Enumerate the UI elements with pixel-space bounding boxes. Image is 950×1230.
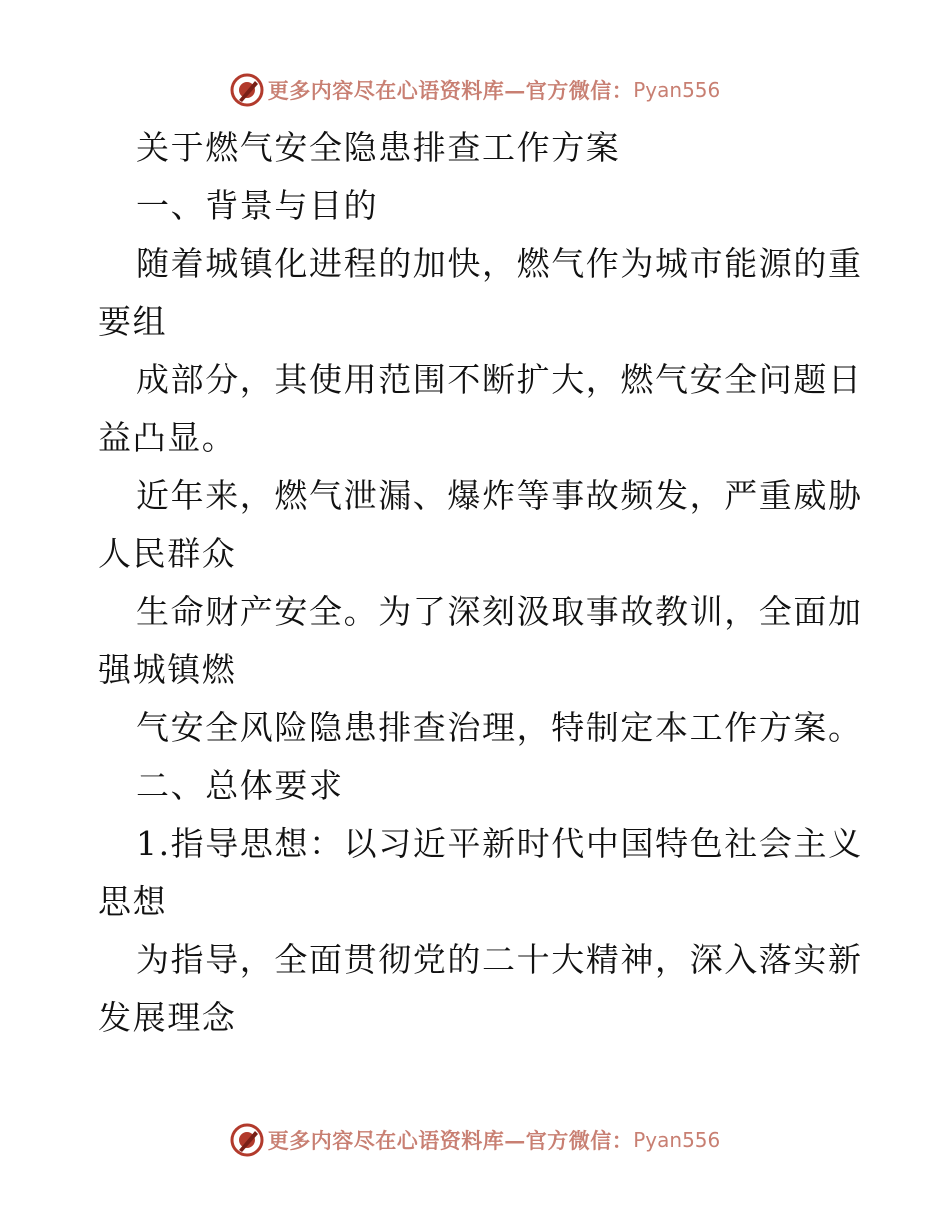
paragraph-line: 思想 — [98, 882, 168, 921]
paragraph-line: 成部分，其使用范围不断扩大，燃气安全问题日 — [136, 360, 863, 399]
paragraph-line: 强城镇燃 — [98, 650, 237, 689]
pen-logo-icon — [230, 1123, 264, 1157]
watermark-footer — [0, 1120, 950, 1160]
watermark-text: 更多内容尽在心语资料库—官方微信： — [267, 78, 634, 103]
section-heading-2: 二、总体要求 — [136, 766, 344, 805]
paragraph-line: 气安全风险隐患排查治理，特制定本工作方案。 — [136, 708, 863, 747]
paragraph-line: 生命财产安全。为了深刻汲取事故教训，全面加 — [136, 592, 863, 631]
document-title: 关于燃气安全隐患排查工作方案 — [136, 128, 621, 167]
paragraph-line: 随着城镇化进程的加快，燃气作为城市能源的重 — [136, 244, 863, 283]
watermark-text: 更多内容尽在心语资料库—官方微信： — [267, 1128, 634, 1153]
paragraph-line: 1.指导思想：以习近平新时代中国特色社会主义 — [136, 824, 863, 863]
paragraph-line: 人民群众 — [98, 534, 237, 573]
pen-logo-icon — [230, 73, 264, 107]
watermark-id: Pyan556 — [633, 78, 721, 102]
watermark-id: Pyan556 — [633, 1128, 721, 1152]
section-heading-1: 一、背景与目的 — [136, 186, 379, 225]
paragraph-line: 益凸显。 — [98, 418, 237, 457]
watermark-header — [0, 70, 950, 110]
paragraph-line: 要组 — [98, 302, 168, 341]
paragraph-line: 近年来，燃气泄漏、爆炸等事故频发，严重威胁 — [136, 476, 863, 515]
paragraph-line: 为指导，全面贯彻党的二十大精神，深入落实新 — [136, 940, 863, 979]
paragraph-line: 发展理念 — [98, 998, 237, 1037]
